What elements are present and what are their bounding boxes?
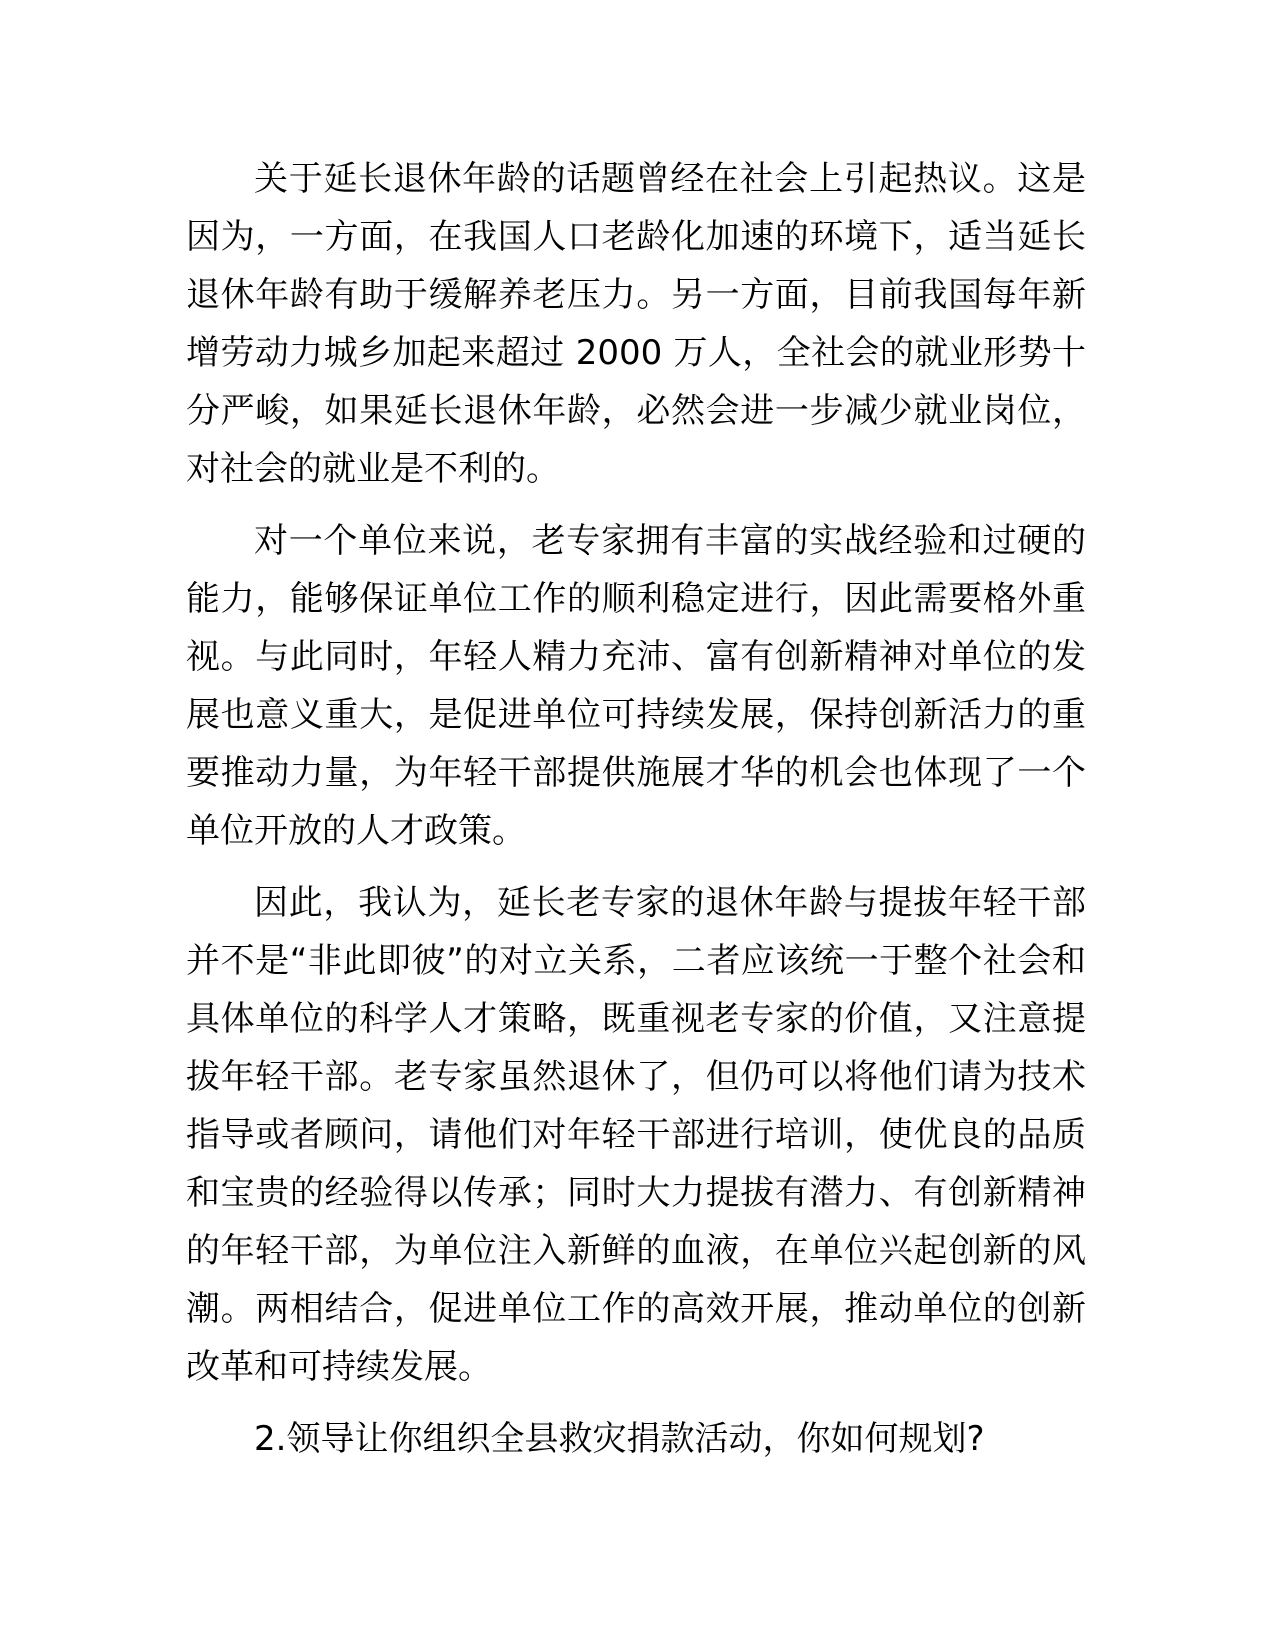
paragraph-unit-perspective: 对一个单位来说，老专家拥有丰富的实战经验和过硬的能力，能够保证单位工作的顺利稳定进行，因此需要格外重视。与此同时，年轻人精力充沛、富有创新精神对单位的发展也意义重大，是促进单位可持续发展，保持创新活力的重要推动力量，为年轻干部提供施展才华的机会也体现了一个单位开放的人才政策。 xyxy=(186,521,1086,851)
question-heading: 2.领导让你组织全县救灾捐款活动，你如何规划? xyxy=(254,1419,985,1459)
paragraph-conclusion: 因此，我认为，延长老专家的退休年龄与提拔年轻干部并不是“非此即彼”的对立关系，二者应该统一于整个社会和具体单位的科学人才策略，既重视老专家的价值，又注意提拔年轻干部。老专家虽然退休了，但仍可以将他们请为技术指导或者顾问，请他们对年轻干部进行培训，使优良的品质和宝贵的经验得以传承；同时大力提拔有潜力、有创新精神的年轻干部，为单位注入新鲜的血液，在单位兴起创新的风潮。两相结合，促进单位工作的高效开展，推动单位的创新改革和可持续发展。 xyxy=(186,883,1086,1387)
document-body xyxy=(186,150,1086,1482)
paragraph-retirement-debate: 关于延长退休年龄的话题曾经在社会上引起热议。这是因为，一方面，在我国人口老龄化加速的环境下，适当延长退休年龄有助于缓解养老压力。另一方面，目前我国每年新增劳动力城乡加起来超过 2000 万人，全社会的就业形势十分严峻，如果延长退休年龄，必然会进一步减少就业岗位，对社会的就业是不利的。 xyxy=(186,159,1086,489)
